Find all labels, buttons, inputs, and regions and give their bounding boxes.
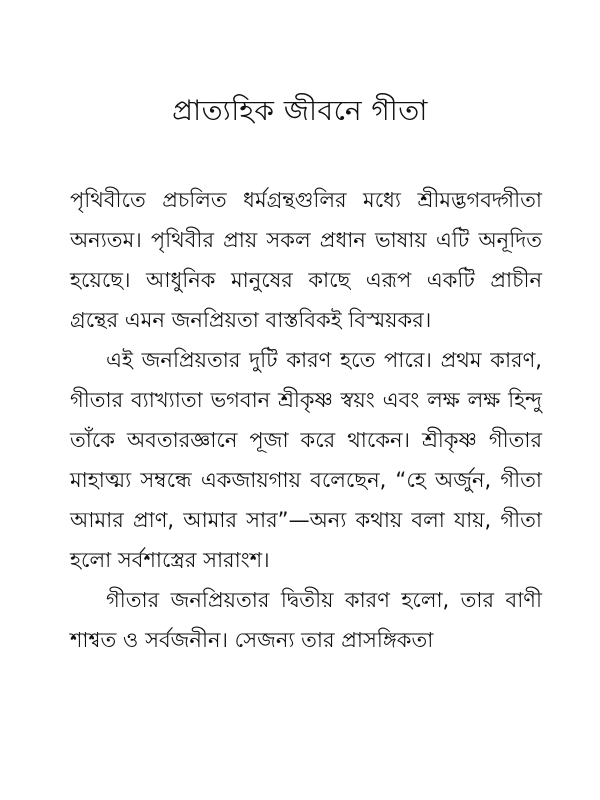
paragraph-2: এই জনপ্রিয়তার দুটি কারণ হতে পারে। প্রথম কারণ, গীতার ব্যাখ্যাতা ভগবান শ্রীকৃষ্ণ স্বয়ং এবং লক্ষ লক্ষ হিন্দু তাঁকে অবতারজ্ঞানে পূজা করে থাকেন। শ্রীকৃষ্ণ গীতার মাহাত্ম্য সম্বন্ধে একজায়গায় বলেছেন, “হে অর্জুন, গীতা আমার প্রাণ, আমার সার”—অন্য কথায় বলা যায়, গীতা হলো সর্বশাস্ত্রের সারাংশ।: [70, 348, 542, 572]
body-text: [70, 180, 542, 660]
paragraph-3: গীতার জনপ্রিয়তার দ্বিতীয় কারণ হলো, তার বাণী শাশ্বত ও সর্বজনীন। সেজন্য তার প্রাসঙ্গিকতা: [70, 588, 542, 652]
page-title: প্রাত্যহিক জীবনে গীতা: [172, 93, 428, 127]
paragraph-1: পৃথিবীতে প্রচলিত ধর্মগ্রন্থগুলির মধ্যে শ্রীমদ্ভগবদ্গীতা অন্যতম। পৃথিবীর প্রায় সকল প্রধান ভাষায় এটি অনূদিত হয়েছে। আধুনিক মানুষের কাছে এরূপ একটি প্রাচীন গ্রন্থের এমন জনপ্রিয়তা বাস্তবিকই বিস্ময়কর।: [70, 188, 542, 332]
